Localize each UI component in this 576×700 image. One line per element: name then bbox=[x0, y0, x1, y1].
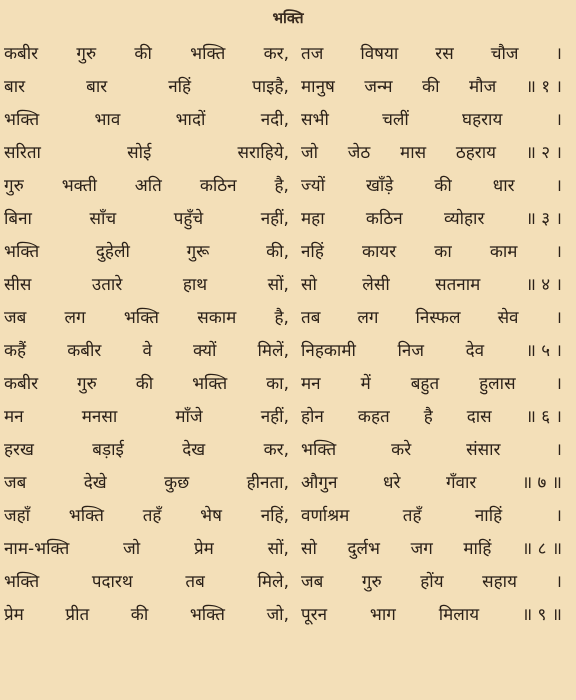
verse-word: कबीर bbox=[4, 44, 39, 64]
verse-word: की bbox=[130, 605, 149, 625]
verse-second-half bbox=[289, 569, 568, 592]
verse-number: । bbox=[555, 176, 562, 196]
verse-line bbox=[4, 168, 568, 201]
verse-line bbox=[4, 135, 568, 168]
verse-word: की bbox=[422, 77, 440, 97]
verse-word: ठहराय bbox=[455, 143, 496, 163]
verse-word: सराहिये, bbox=[237, 143, 289, 163]
verse-second-half bbox=[289, 602, 568, 625]
verse-word: भक्ति bbox=[4, 110, 40, 130]
verse-first-half bbox=[4, 404, 289, 427]
verse-word: लग bbox=[64, 308, 86, 328]
verse-second-half bbox=[289, 470, 568, 493]
verse-word: मास bbox=[400, 143, 427, 163]
verse-word: हीनता, bbox=[246, 473, 289, 493]
verse-word: होन bbox=[301, 407, 324, 427]
verse-word: सहाय bbox=[482, 572, 517, 592]
verse-word: जन्म bbox=[364, 77, 393, 97]
verse-word: नाम-भक्ति bbox=[4, 539, 70, 559]
verse-word: घहराय bbox=[462, 110, 503, 130]
verse-number: । bbox=[555, 242, 562, 262]
verse-line bbox=[4, 333, 568, 366]
verse-number: ॥ २ । bbox=[525, 143, 562, 163]
verse-line bbox=[4, 201, 568, 234]
verse-first-half bbox=[4, 569, 289, 592]
verse-second-half bbox=[289, 503, 568, 526]
verse-number: । bbox=[555, 374, 562, 394]
verse-number: । bbox=[555, 572, 562, 592]
verse-word: हरख bbox=[4, 440, 34, 460]
verse-second-half bbox=[289, 338, 568, 361]
verse-word: नहीं, bbox=[260, 407, 289, 427]
verse-first-half bbox=[4, 371, 289, 394]
verse-word: पहुँचे bbox=[173, 209, 204, 229]
verse-word: सरिता bbox=[4, 143, 41, 163]
verse-word: मिले, bbox=[257, 572, 289, 592]
verse-line bbox=[4, 399, 568, 432]
verse-word: पाइहै, bbox=[252, 77, 289, 97]
verse-second-half bbox=[289, 107, 568, 130]
verse-list bbox=[4, 36, 568, 630]
verse-word: सों, bbox=[267, 275, 289, 295]
verse-second-half bbox=[289, 239, 568, 262]
verse-word: का, bbox=[266, 374, 289, 394]
verse-word: भक्ति bbox=[301, 440, 337, 460]
verse-word: है, bbox=[274, 308, 289, 328]
verse-word: नदी, bbox=[260, 110, 289, 130]
verse-number: ॥ ४ । bbox=[525, 275, 562, 295]
verse-word: की bbox=[134, 44, 152, 64]
verse-word: है bbox=[423, 407, 433, 427]
verse-word: भाग bbox=[369, 605, 396, 625]
verse-word: में bbox=[360, 374, 371, 394]
verse-number: ॥ ९ ॥ bbox=[521, 605, 562, 625]
verse-word: जब bbox=[301, 572, 324, 592]
verse-second-half bbox=[289, 41, 568, 64]
verse-line bbox=[4, 597, 568, 630]
verse-word: बार bbox=[86, 77, 108, 97]
verse-word: लेसी bbox=[362, 275, 390, 295]
verse-word: का bbox=[434, 242, 452, 262]
verse-word: अति bbox=[134, 176, 162, 196]
verse-word: करे bbox=[391, 440, 412, 460]
verse-word: देखे bbox=[83, 473, 107, 493]
verse-first-half bbox=[4, 173, 289, 196]
verse-first-half bbox=[4, 536, 289, 559]
verse-number: ॥ ३ । bbox=[525, 209, 562, 229]
verse-word: निज bbox=[397, 341, 424, 361]
verse-number: । bbox=[555, 506, 562, 526]
verse-word: निहकामी bbox=[301, 341, 356, 361]
verse-word: नहिं, bbox=[260, 506, 289, 526]
verse-word: जब bbox=[4, 473, 27, 493]
verse-word: होंय bbox=[420, 572, 444, 592]
verse-word: विषया bbox=[360, 44, 399, 64]
verse-word: सो bbox=[301, 539, 317, 559]
verse-word: कठिन bbox=[365, 209, 403, 229]
verse-word: भक्ति bbox=[123, 308, 159, 328]
verse-second-half bbox=[289, 536, 568, 559]
verse-number: । bbox=[555, 440, 562, 460]
verse-line bbox=[4, 300, 568, 333]
verse-word: चलीं bbox=[382, 110, 409, 130]
verse-word: रस bbox=[435, 44, 454, 64]
verse-word: चौज bbox=[490, 44, 519, 64]
verse-word: मनसा bbox=[81, 407, 118, 427]
verse-first-half bbox=[4, 239, 289, 262]
verse-number: ॥ १ । bbox=[525, 77, 562, 97]
verse-word: भक्ती bbox=[61, 176, 97, 196]
verse-first-half bbox=[4, 107, 289, 130]
verse-word: की, bbox=[266, 242, 289, 262]
verse-number: ॥ ५ । bbox=[525, 341, 562, 361]
verse-second-half bbox=[289, 437, 568, 460]
verse-word: नहिं bbox=[301, 242, 324, 262]
verse-word: माहिं bbox=[463, 539, 492, 559]
verse-line bbox=[4, 498, 568, 531]
verse-second-half bbox=[289, 206, 568, 229]
verse-word: नाहिं bbox=[474, 506, 503, 526]
verse-word: औगुन bbox=[301, 473, 338, 493]
verse-word: भक्ति bbox=[4, 572, 40, 592]
verse-number: ॥ ७ ॥ bbox=[521, 473, 562, 493]
verse-word: की bbox=[135, 374, 154, 394]
verse-word: सोई bbox=[127, 143, 152, 163]
verse-word: भक्ति bbox=[4, 242, 40, 262]
verse-word: संसार bbox=[466, 440, 501, 460]
verse-first-half bbox=[4, 437, 289, 460]
verse-word: कुछ bbox=[164, 473, 190, 493]
verse-word: कठिन bbox=[199, 176, 237, 196]
verse-first-half bbox=[4, 338, 289, 361]
verse-word: दास bbox=[466, 407, 492, 427]
verse-word: तहँ bbox=[402, 506, 422, 526]
verse-number: । bbox=[555, 44, 562, 64]
verse-word: प्रेम bbox=[193, 539, 214, 559]
verse-word: कबीर bbox=[4, 374, 39, 394]
verse-word: कहैं bbox=[4, 341, 27, 361]
verse-word: सीस bbox=[4, 275, 32, 295]
verse-first-half bbox=[4, 140, 289, 163]
verse-first-half bbox=[4, 305, 289, 328]
page-title: भक्ति bbox=[272, 9, 304, 27]
verse-word: लग bbox=[357, 308, 379, 328]
verse-word: बिना bbox=[4, 209, 32, 229]
verse-word: मिलें, bbox=[257, 341, 289, 361]
verse-word: बार bbox=[4, 77, 26, 97]
verse-first-half bbox=[4, 602, 289, 625]
verse-word: सकाम bbox=[197, 308, 237, 328]
verse-word: पूरन bbox=[301, 605, 328, 625]
verse-word: कर, bbox=[263, 44, 289, 64]
verse-line bbox=[4, 69, 568, 102]
verse-word: तब bbox=[301, 308, 321, 328]
verse-second-half bbox=[289, 371, 568, 394]
verse-word: धार bbox=[492, 176, 515, 196]
verse-first-half bbox=[4, 74, 289, 97]
verse-word: नहिं bbox=[168, 77, 192, 97]
verse-word: महा bbox=[301, 209, 325, 229]
verse-word: भक्ति bbox=[190, 44, 226, 64]
verse-word: नहीं, bbox=[260, 209, 289, 229]
verse-word: पदारथ bbox=[91, 572, 133, 592]
verse-word: की bbox=[434, 176, 452, 196]
verse-word: गुरू bbox=[186, 242, 210, 262]
verse-second-half bbox=[289, 74, 568, 97]
verse-word: मन bbox=[301, 374, 321, 394]
verse-word: दुर्लभ bbox=[347, 539, 381, 559]
verse-first-half bbox=[4, 470, 289, 493]
verse-line bbox=[4, 267, 568, 300]
verse-word: साँच bbox=[89, 209, 117, 229]
verse-word: सो bbox=[301, 275, 317, 295]
verse-number: ॥ ६ । bbox=[525, 407, 562, 427]
verse-word: सेव bbox=[497, 308, 519, 328]
verse-word: जो, bbox=[266, 605, 289, 625]
verse-line bbox=[4, 36, 568, 69]
verse-word: जो bbox=[123, 539, 141, 559]
verse-word: सतनाम bbox=[435, 275, 481, 295]
verse-word: बड़ाई bbox=[92, 440, 124, 460]
verse-word: कायर bbox=[361, 242, 397, 262]
verse-word: भेष bbox=[200, 506, 222, 526]
verse-second-half bbox=[289, 404, 568, 427]
verse-word: हाथ bbox=[182, 275, 208, 295]
verse-word: प्रेम bbox=[4, 605, 24, 625]
verse-word: खाँड़े bbox=[365, 176, 394, 196]
verse-word: गुरु bbox=[4, 176, 24, 196]
verse-word: भक्ति bbox=[68, 506, 104, 526]
verse-word: भक्ति bbox=[189, 605, 225, 625]
verse-line bbox=[4, 366, 568, 399]
verse-word: जब bbox=[4, 308, 27, 328]
verse-word: भाव bbox=[94, 110, 121, 130]
verse-line bbox=[4, 465, 568, 498]
verse-word: मन bbox=[4, 407, 24, 427]
verse-word: कबीर bbox=[67, 341, 102, 361]
verse-word: जहाँ bbox=[4, 506, 31, 526]
verse-word: व्योहार bbox=[443, 209, 485, 229]
verse-word: तज bbox=[301, 44, 324, 64]
verse-first-half bbox=[4, 503, 289, 526]
verse-word: निस्फल bbox=[415, 308, 461, 328]
verse-word: भक्ति bbox=[192, 374, 228, 394]
verse-word: देव bbox=[465, 341, 485, 361]
verse-word: मौज bbox=[469, 77, 497, 97]
verse-word: जो bbox=[301, 143, 319, 163]
verse-line bbox=[4, 531, 568, 564]
verse-word: गुरु bbox=[361, 572, 382, 592]
verse-word: मानुष bbox=[301, 77, 335, 97]
verse-word: गुरु bbox=[77, 374, 97, 394]
verse-word: कर, bbox=[263, 440, 289, 460]
verse-word: जग bbox=[410, 539, 433, 559]
verse-word: सभी bbox=[301, 110, 329, 130]
verse-word: तहँ bbox=[142, 506, 162, 526]
verse-word: प्रीत bbox=[65, 605, 90, 625]
verse-word: काम bbox=[489, 242, 518, 262]
verse-line bbox=[4, 234, 568, 267]
verse-word: हुलास bbox=[479, 374, 516, 394]
verse-second-half bbox=[289, 173, 568, 196]
verse-second-half bbox=[289, 272, 568, 295]
verse-word: तब bbox=[185, 572, 205, 592]
verse-word: जेठ bbox=[347, 143, 371, 163]
verse-number: ॥ ८ ॥ bbox=[521, 539, 562, 559]
verse-word: है, bbox=[274, 176, 289, 196]
verse-line bbox=[4, 432, 568, 465]
verse-first-half bbox=[4, 41, 289, 64]
verse-second-half bbox=[289, 305, 568, 328]
verse-word: धरे bbox=[382, 473, 401, 493]
verse-word: मिलाय bbox=[438, 605, 480, 625]
verse-word: गुरु bbox=[76, 44, 97, 64]
verse-word: ज्यों bbox=[301, 176, 325, 196]
verse-word: वर्णाश्रम bbox=[301, 506, 350, 526]
verse-word: बहुत bbox=[410, 374, 440, 394]
verse-word: गँवार bbox=[445, 473, 477, 493]
verse-word: भादों bbox=[175, 110, 206, 130]
verse-number: । bbox=[555, 308, 562, 328]
verse-word: सों, bbox=[267, 539, 289, 559]
verse-word: क्यों bbox=[193, 341, 217, 361]
verse-line bbox=[4, 564, 568, 597]
verse-first-half bbox=[4, 206, 289, 229]
verse-second-half bbox=[289, 140, 568, 163]
verse-word: कहत bbox=[357, 407, 390, 427]
verse-line bbox=[4, 102, 568, 135]
verse-word: उतारे bbox=[91, 275, 123, 295]
verse-number: । bbox=[555, 110, 562, 130]
verse-word: माँजे bbox=[175, 407, 203, 427]
verse-first-half bbox=[4, 272, 289, 295]
verse-word: वे bbox=[142, 341, 152, 361]
verse-word: देख bbox=[182, 440, 206, 460]
verse-word: दुहेली bbox=[95, 242, 130, 262]
